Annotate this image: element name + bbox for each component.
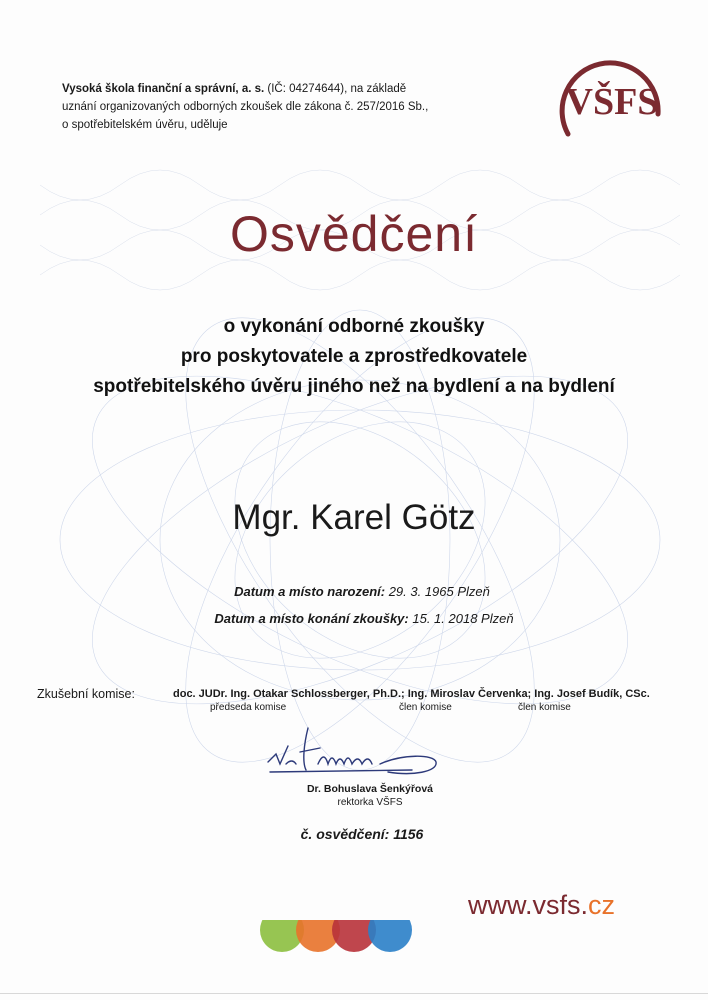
certificate-number bbox=[8, 826, 708, 842]
exam-info bbox=[10, 611, 708, 626]
brand-circles bbox=[260, 920, 420, 970]
intro-line-2: uznání organizovaných odborných zkoušek dle zákona č. 257/2016 Sb., bbox=[62, 101, 429, 113]
website-url-main: www.vsfs. bbox=[468, 890, 589, 920]
committee-members: doc. JUDr. Ing. Otakar Schlossberger, Ph.D.; Ing. Miroslav Červenka; Ing. Josef Budík, CSc. bbox=[173, 688, 650, 700]
signer-name: Dr. Bohuslava Šenkýřová bbox=[306, 783, 434, 795]
signer-role: rektorka VŠFS bbox=[337, 797, 403, 808]
recipient-name: Mgr. Karel Götz bbox=[232, 498, 476, 537]
intro-text bbox=[62, 80, 532, 134]
committee-role-chair: předseda komise bbox=[210, 702, 287, 713]
org-name: Vysoká škola finanční a správní, a. s. bbox=[62, 83, 265, 95]
certificate-number-value: 1156 bbox=[389, 826, 424, 842]
committee-role-member: člen komise bbox=[399, 702, 452, 713]
intro-line-3: o spotřebitelském úvěru, uděluje bbox=[62, 119, 228, 131]
committee-role-member: člen komise bbox=[518, 702, 571, 713]
page-title: Osvědčení bbox=[229, 206, 478, 262]
signature bbox=[262, 724, 442, 782]
blue-circle bbox=[368, 920, 412, 952]
subtitle-line-3: spotřebitelského úvěru jiného než na bydlení a na bydlení bbox=[93, 376, 615, 397]
committee-label: Zkušební komise: bbox=[37, 687, 135, 701]
bottom-divider bbox=[0, 993, 708, 994]
birth-info bbox=[8, 584, 708, 599]
vsfs-logo bbox=[548, 44, 670, 152]
certificate-number-label: č. osvědčení: bbox=[300, 826, 390, 842]
org-id: (IČ: 04274644), na základě bbox=[264, 83, 407, 95]
exam-value: 15. 1. 2018 Plzeň bbox=[408, 611, 514, 626]
logo-text: VŠFS bbox=[565, 81, 659, 123]
subtitle-line-1: o vykonání odborné zkoušky bbox=[223, 316, 485, 337]
website-url[interactable] bbox=[468, 890, 615, 921]
website-url-tld: cz bbox=[588, 890, 616, 920]
exam-label: Datum a místo konání zkoušky: bbox=[214, 611, 409, 626]
birth-label: Datum a místo narození: bbox=[234, 584, 386, 599]
birth-value: 29. 3. 1965 Plzeň bbox=[385, 584, 490, 599]
subtitle-line-2: pro poskytovatele a zprostředkovatele bbox=[180, 346, 528, 367]
